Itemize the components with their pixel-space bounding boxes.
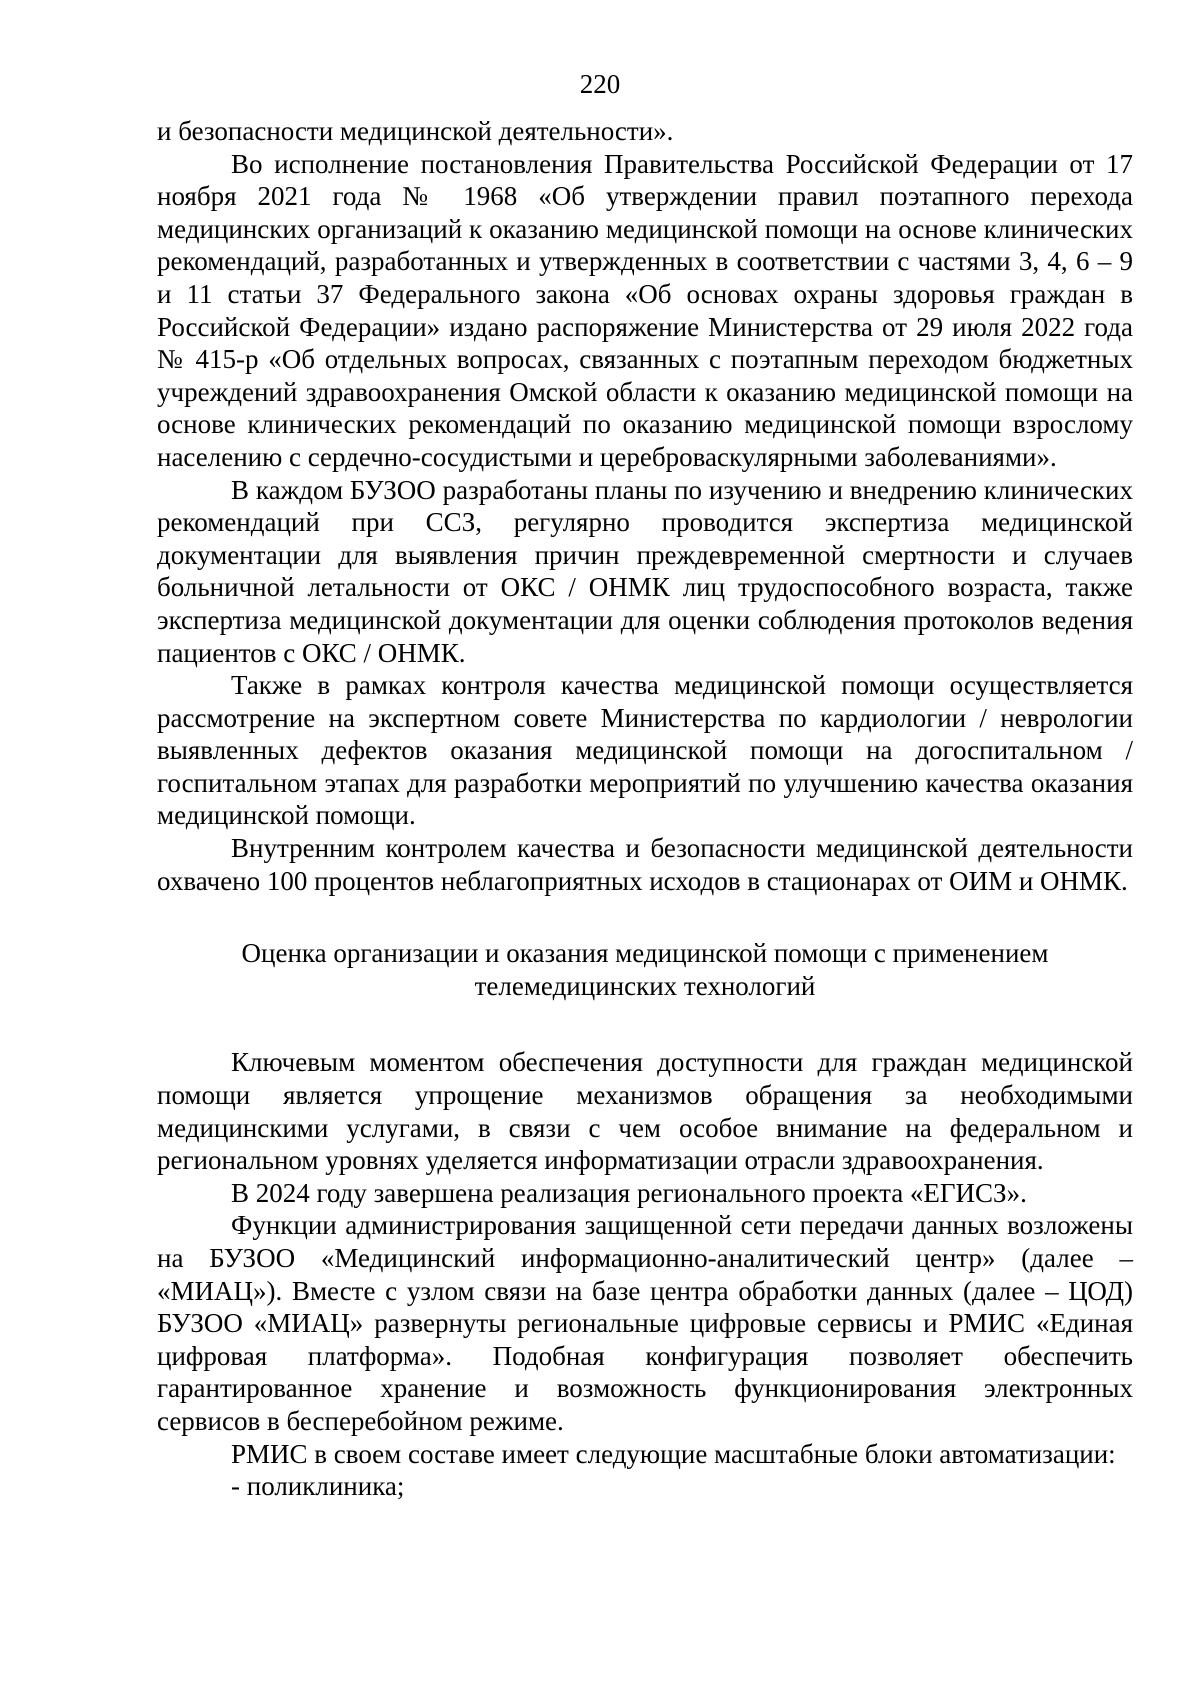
paragraph: В каждом БУЗОО разработаны планы по изучению и внедрению клинических рекомендаций при ССЗ, регулярно проводится экспертиза медицинской документации для выявления причин преждевременной смертности и случаев больничной летальности от ОКС / ОНМК лиц трудоспособного возраста, также экспертиза медицинской документации для оценки соблюдения протоколов ведения пациентов с ОКС / ОНМК. [157,474,1133,668]
document-body [157,115,1133,1503]
paragraph: Ключевым моментом обеспечения доступности для граждан медицинской помощи является упрощение механизмов обращения за необходимыми медицинскими услугами, в связи с чем особое внимание на федеральном и региональном уровнях уделяется информатизации отрасли здравоохранения. [157,1047,1133,1176]
paragraph: В 2024 году завершена реализация регионального проекта «ЕГИСЗ». [231,1177,1027,1208]
paragraph: Внутренним контролем качества и безопасности медицинской деятельности охвачено 100 процентов неблагоприятных исходов в стационарах от ОИМ и ОНМК. [157,833,1133,896]
page-number: 220 [579,69,621,99]
list-item: - поликлиника; [231,1471,405,1502]
section-heading-line: телемедицинских технологий [474,970,816,1001]
paragraph: Функции администрирования защищенной сети передачи данных возложены на БУЗОО «Медицинский информационно-аналитический центр» (далее – «МИАЦ»). Вместе с узлом связи на базе центра обработки данных (далее – ЦОД) БУЗОО «МИАЦ» развернуты региональные цифровые сервисы и РМИС «Единая цифровая платформа». Подобная конфигурация позволяет обеспечить гарантированное хранение и возможность функционирования электронных сервисов в бесперебойном режиме. [157,1210,1133,1436]
paragraph: РМИС в своем составе имеет следующие масштабные блоки автоматизации: [231,1438,1116,1469]
section-heading [157,937,1133,1002]
paragraph: Также в рамках контроля качества медицинской помощи осуществляется рассмотрение на экспертном совете Министерства по кардиологии / неврологии выявленных дефектов оказания медицинской помощи на догоспитальном / госпитальном этапах для разработки мероприятий по улучшению качества оказания медицинской помощи. [157,670,1133,831]
paragraph: Во исполнение постановления Правительства Российской Федерации от 17 ноября 2021 года № 1968 «Об утверждении правил поэтапного перехода медицинских организаций к оказанию медицинской помощи на основе клинических рекомендаций, разработанных и утвержденных в соответствии с частями 3, 4, 6 – 9 и 11 статьи 37 Федерального закона «Об основах охраны здоровья граждан в Российской Федерации» издано распоряжение Министерства от 29 июля 2022 года № 415-р «Об отдельных вопросах, связанных с поэтапным переходом бюджетных учреждений здравоохранения Омской области к оказанию медицинской помощи на основе клинических рекомендаций по оказанию медицинской помощи взрослому населению с сердечно-сосудистыми и цереброваскулярными заболеваниями». [157,148,1133,472]
paragraph: и безопасности медицинской деятельности». [157,116,674,146]
section-heading-line: Оценка организации и оказания медицинской помощи с применением [241,938,1049,969]
